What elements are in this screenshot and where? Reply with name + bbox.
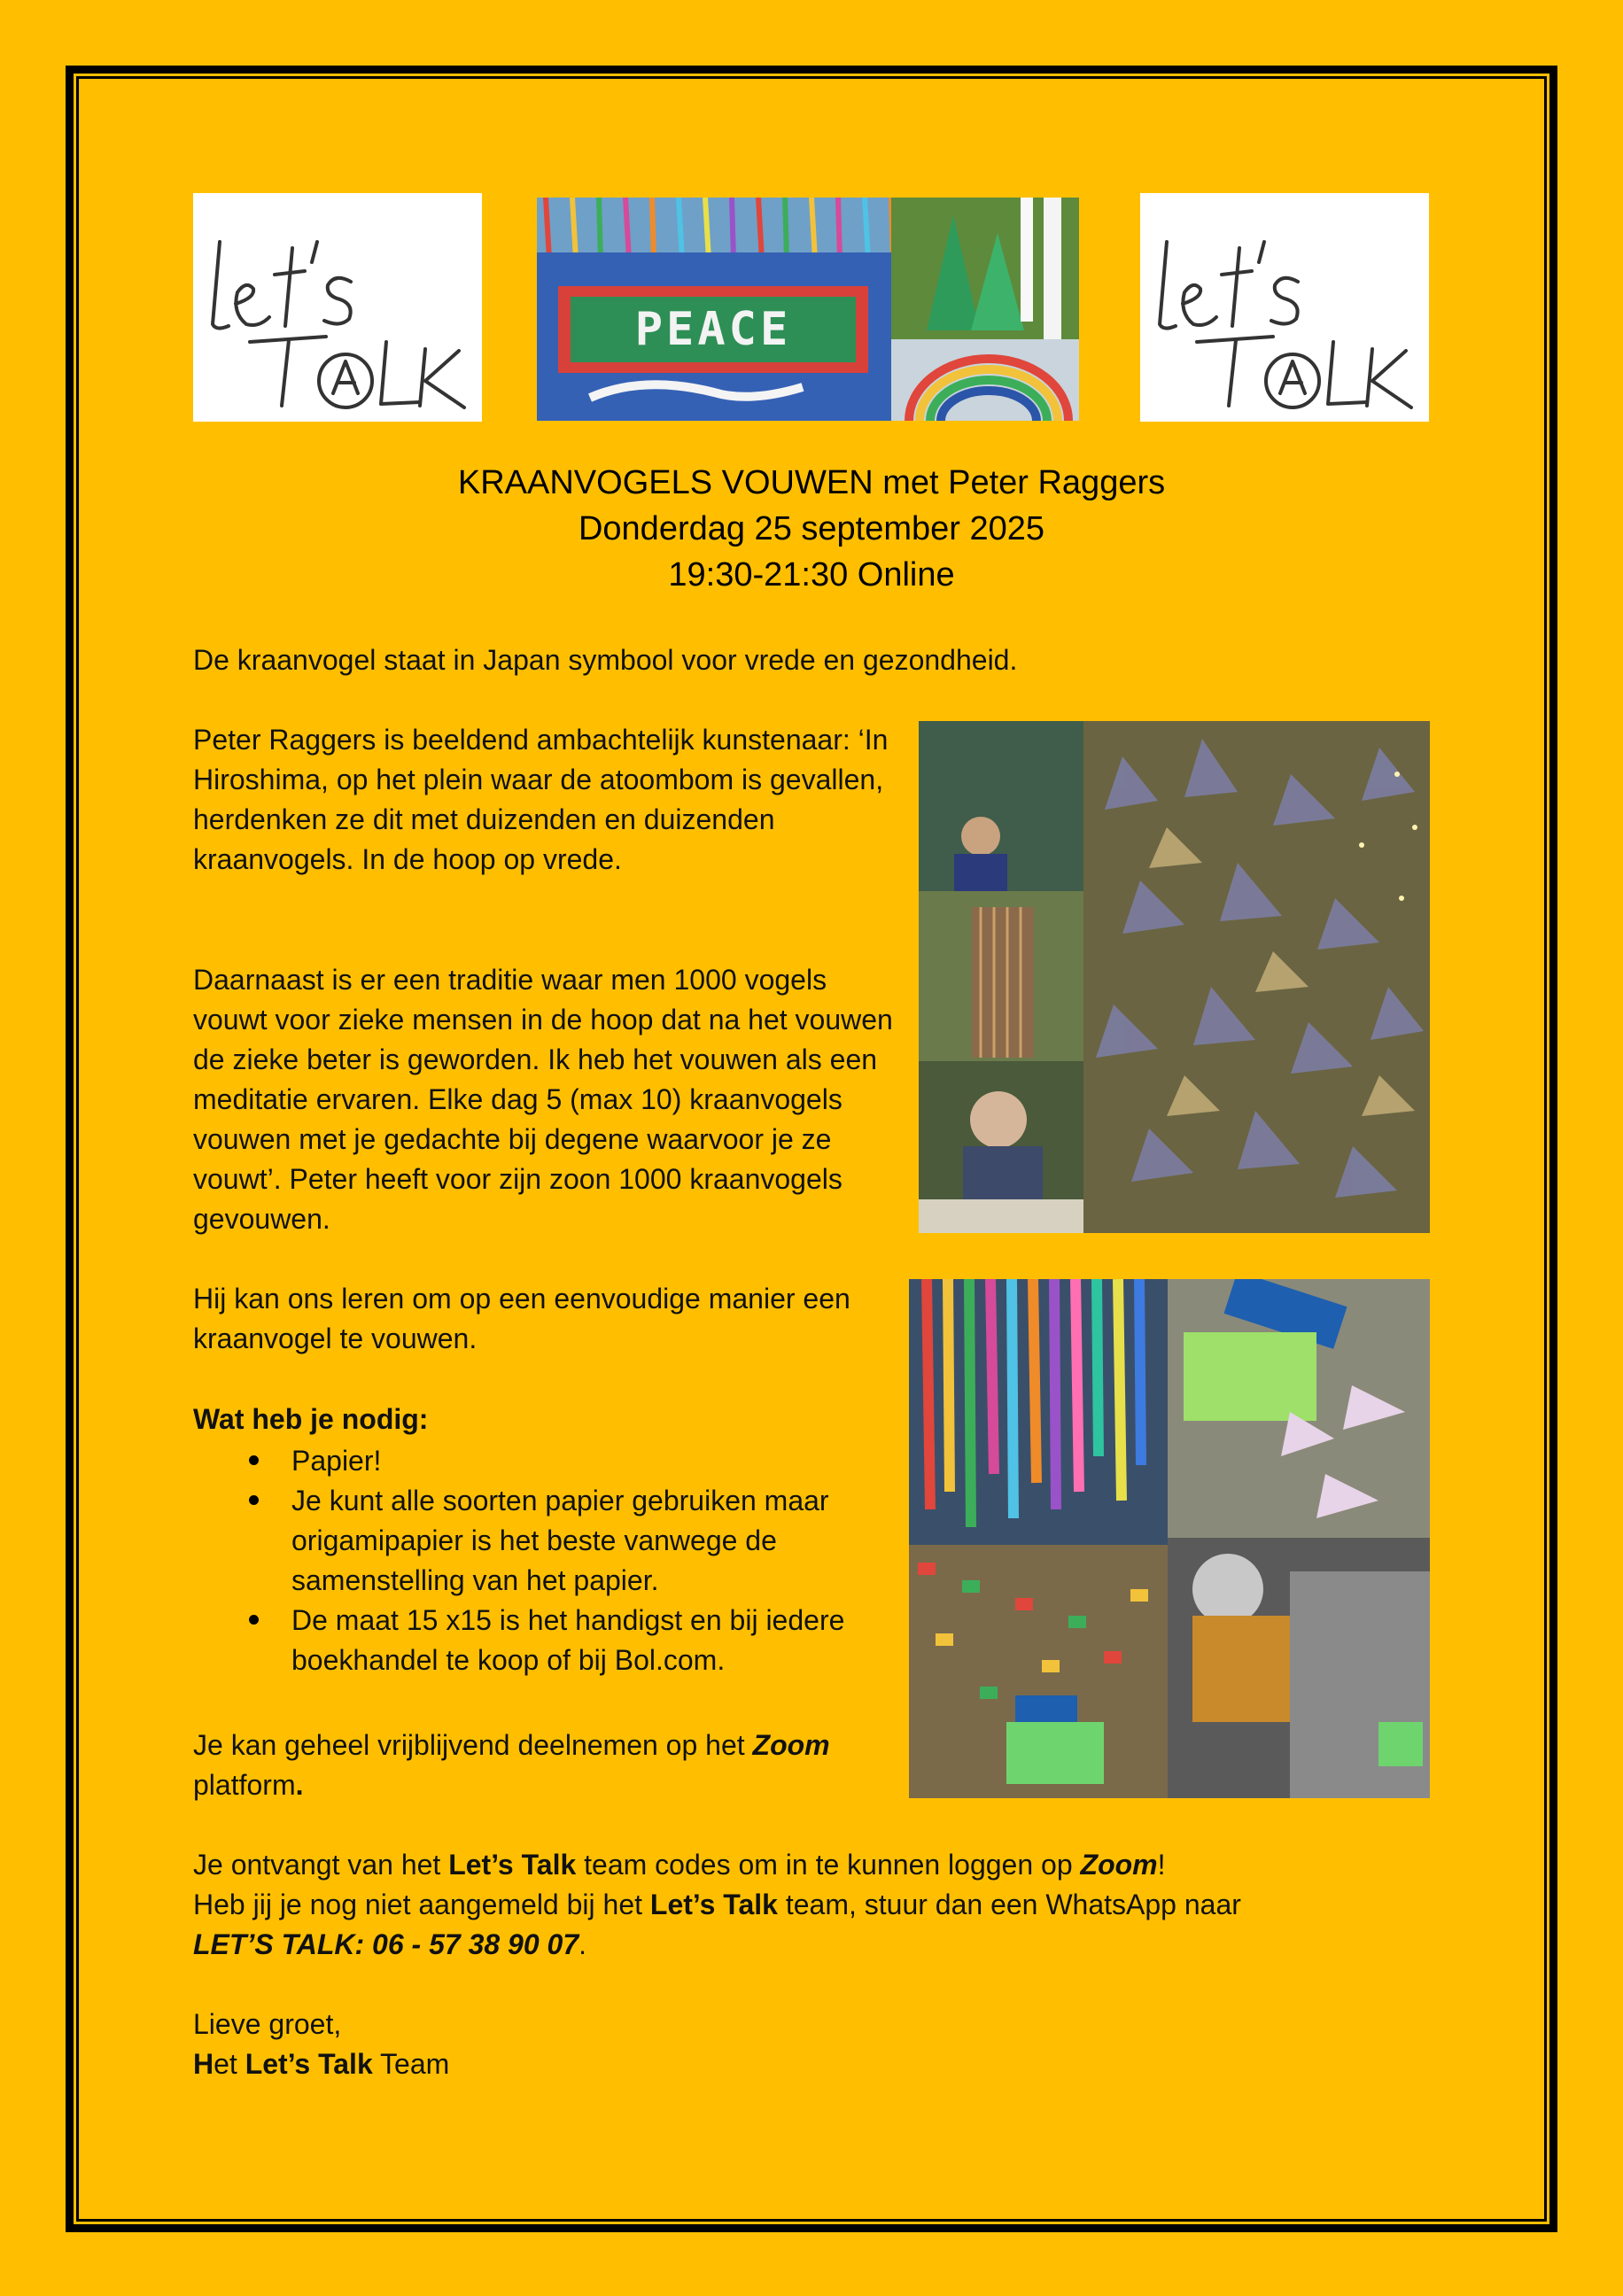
phone-dot: . xyxy=(579,1928,587,1960)
signature-initial: H xyxy=(193,2048,214,2080)
zoom-label: Zoom xyxy=(1080,1849,1158,1881)
participate-text-start: Je kan geheel vrijblijvend deelnemen op het xyxy=(193,1729,753,1761)
peace-banner-image xyxy=(537,198,1079,421)
needs-item: De maat 15 x15 is het handigst en bij iedere boekhandel te koop of bij Bol.com. xyxy=(193,1601,893,1680)
tradition-paragraph: Daarnaast is er een traditie waar men 1000 vogels vouwt voor zieke mensen in de hoop dat na het vouwen de zieke beter is geworden. Ik heb het vouwen als een meditatie ervaren. Elke dag 5 (max 10) kraanvogels vouwen met je gedachte bij degene waarvoor je ze vouwt’. Peter heeft voor zijn zoon 1000 kraanvogels gevouwen. xyxy=(193,964,893,1235)
event-title xyxy=(193,460,1430,598)
needs-item: Papier! xyxy=(193,1441,893,1481)
login-info xyxy=(193,1845,1433,1965)
zoom-label: Zoom xyxy=(752,1729,830,1761)
whatsapp-number: LET’S TALK: 06 - 57 38 90 07 xyxy=(193,1928,579,1960)
codes-text-mid: team codes om in te kunnen loggen op xyxy=(576,1849,1081,1881)
greeting-line: Lieve groet, xyxy=(193,2008,342,2040)
codes-text-end: ! xyxy=(1157,1849,1166,1881)
participate-text-end: platform xyxy=(193,1769,296,1801)
lets-talk-logo-left xyxy=(193,193,482,422)
teach-paragraph: Hij kan ons leren om op een eenvoudige manier een kraanvogel te vouwen. xyxy=(193,1283,850,1354)
greeting xyxy=(193,2005,1079,2084)
paragraph-tradition xyxy=(193,960,893,1239)
event-time: 19:30-21:30 Online xyxy=(668,556,955,593)
needs-heading: Wat heb je nodig: xyxy=(193,1403,429,1435)
intro-text xyxy=(193,640,1425,680)
paragraph-artist xyxy=(193,720,893,880)
codes-text-start: Je ontvangt van het xyxy=(193,1849,449,1881)
participate-text xyxy=(193,1726,893,1805)
event-title-line1: KRAANVOGELS VOUWEN met Peter Raggers xyxy=(457,464,1166,501)
lets-talk-name: Let’s Talk xyxy=(649,1889,778,1920)
crane-collage-photo-1 xyxy=(919,721,1430,1233)
signature-et: et xyxy=(214,2048,245,2080)
peace-banner-text: PEACE xyxy=(634,303,792,356)
paragraph-teach xyxy=(193,1279,893,1359)
intro-paragraph: De kraanvogel staat in Japan symbool voor vrede en gezondheid. xyxy=(193,644,1018,676)
register-text-start: Heb jij je nog niet aangemeld bij het xyxy=(193,1889,650,1920)
participate-dot: . xyxy=(295,1769,304,1801)
lets-talk-name: Let’s Talk xyxy=(448,1849,577,1881)
register-text-end: team, stuur dan een WhatsApp naar xyxy=(777,1889,1241,1920)
needs-heading-wrap xyxy=(193,1400,893,1439)
signature-team-name: Let’s Talk xyxy=(245,2048,373,2080)
needs-list xyxy=(193,1441,893,1680)
lets-talk-logo-right xyxy=(1140,193,1429,422)
event-date: Donderdag 25 september 2025 xyxy=(578,510,1045,547)
needs-item: Je kunt alle soorten papier gebruiken maar origamipapier is het beste vanwege de samenstelling van het papier. xyxy=(193,1481,893,1601)
crane-collage-photo-2 xyxy=(909,1279,1430,1798)
artist-paragraph: Peter Raggers is beeldend ambachtelijk kunstenaar: ‘In Hiroshima, op het plein waar de atoombom is gevallen, herdenken ze dit met duizenden en duizenden kraanvogels. In de hoop op vrede. xyxy=(193,724,889,875)
signature-end: Team xyxy=(372,2048,450,2080)
